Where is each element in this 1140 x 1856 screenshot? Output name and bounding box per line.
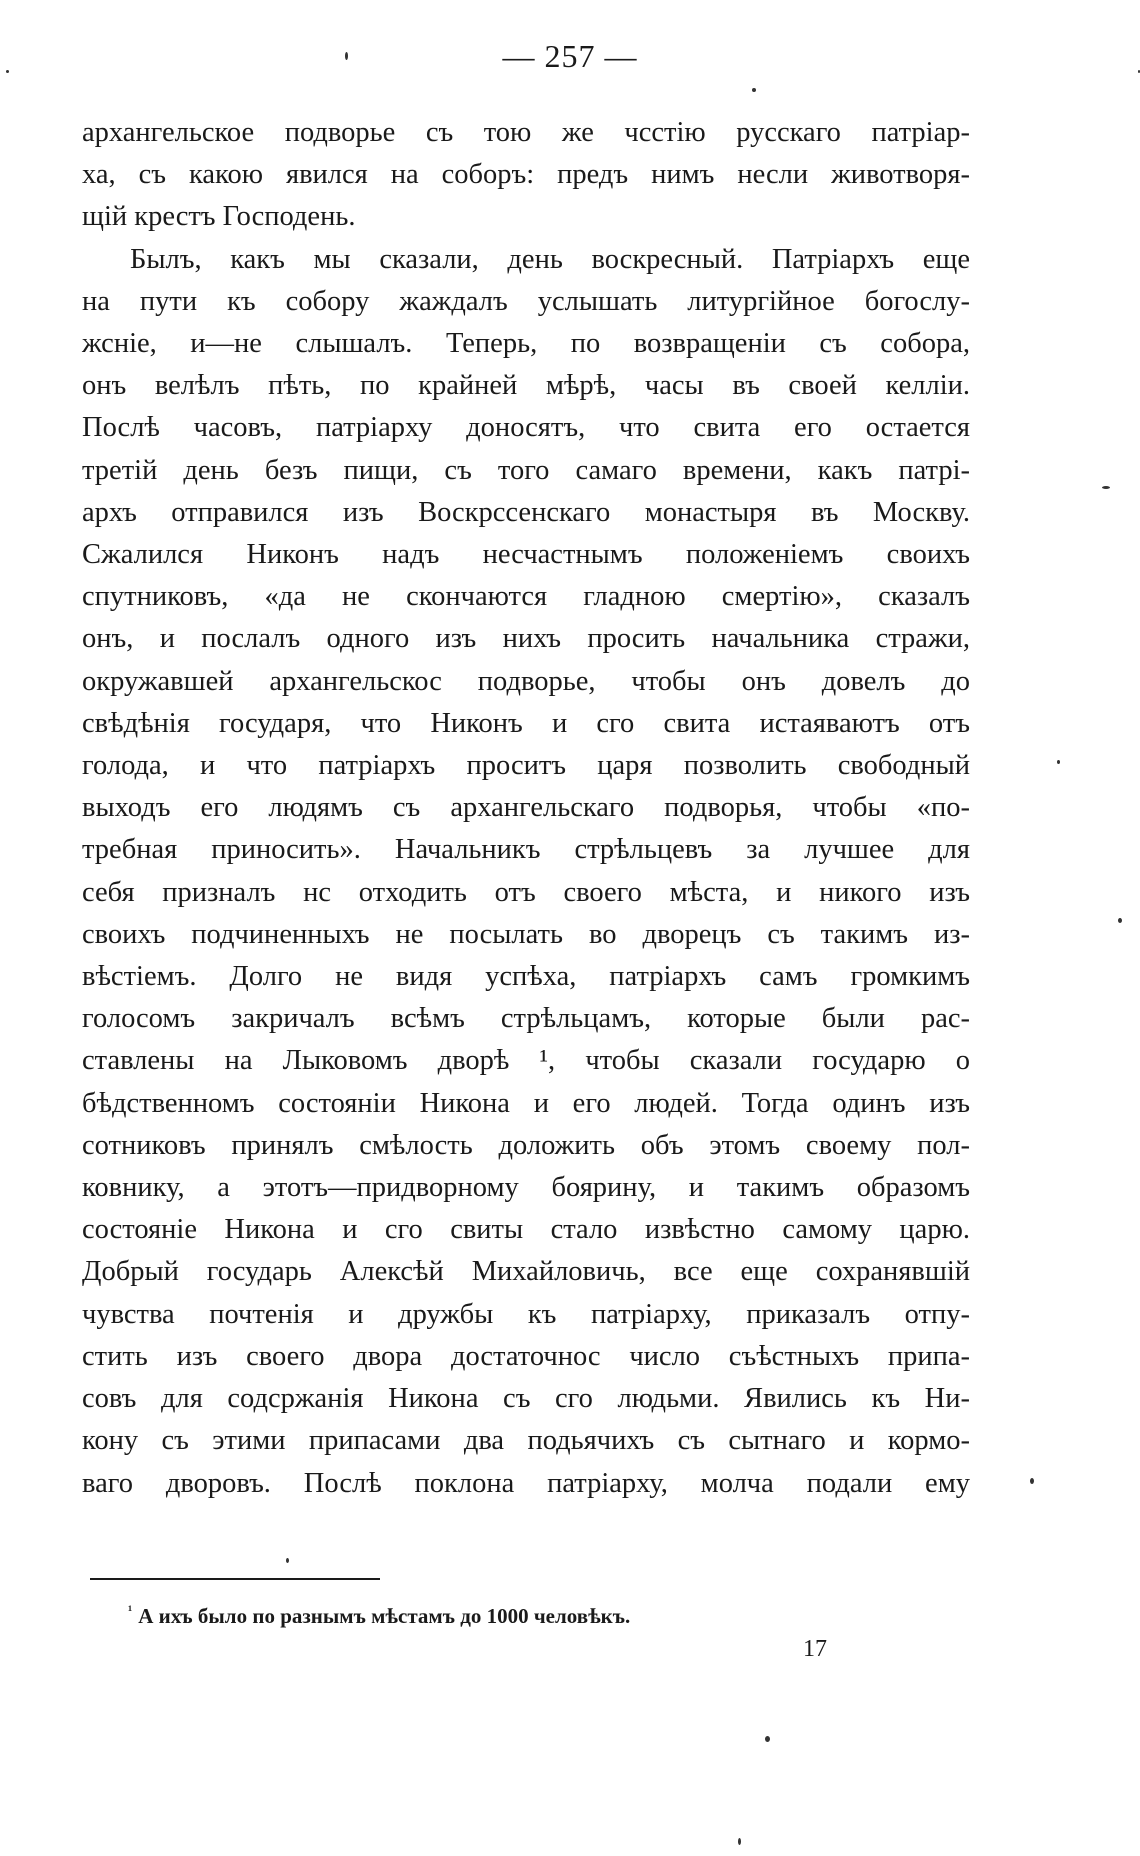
signature-mark: 17 xyxy=(803,1636,827,1662)
text-line: ставлены на Лыковомъ дворѣ ¹, чтобы сказали государю о xyxy=(82,1045,970,1077)
scan-speck xyxy=(738,1838,741,1845)
scan-speck xyxy=(1102,486,1110,489)
text-line: Добрый государь Алексѣй Михайловичь, все еще сохранявшій xyxy=(82,1256,970,1288)
text-line: архъ отправился изъ Воскрссенскаго монастыря въ Москву. xyxy=(82,496,970,528)
text-line: совъ для содсржанія Никона съ сго людьми. Явились къ Ни- xyxy=(82,1383,970,1415)
text-line: ха, съ какою явился на соборъ: предъ нимъ несли животворя- xyxy=(82,159,970,191)
scan-speck xyxy=(6,70,9,73)
text-line: вѣстіемъ. Долго не видя успѣха, патріархъ самъ громкимъ xyxy=(82,961,970,993)
scan-speck xyxy=(345,52,348,60)
text-line: чувства почтенія и дружбы къ патріарху, приказалъ отпу- xyxy=(82,1298,970,1330)
text-line: голосомъ закричалъ всѣмъ стрѣльцамъ, которые были рас- xyxy=(82,1003,970,1035)
text-line: требная приносить». Начальникъ стрѣльцевъ за лучшее для xyxy=(82,834,970,866)
text-line: своихъ подчиненныхъ не посылать во дворецъ съ такимъ из- xyxy=(82,918,970,950)
text-line: себя призналъ нс отходить отъ своего мѣста, и никого изъ xyxy=(82,876,970,908)
scan-speck xyxy=(1030,1478,1034,1484)
text-line: Сжалился Никонъ надъ несчастнымъ положеніемъ своихъ xyxy=(82,539,970,571)
text-line: свѣдѣнія государя, что Никонъ и сго свита истаяваютъ отъ xyxy=(82,707,970,739)
text-line: бѣдственномъ состояніи Никона и его людей. Тогда одинъ изъ xyxy=(82,1087,970,1119)
text-line: онъ велѣлъ пѣть, по крайней мѣрѣ, часы въ своей келліи. xyxy=(82,370,970,402)
scan-speck xyxy=(752,88,756,92)
text-line: стить изъ своего двора достаточнос число съѣстныхъ припа- xyxy=(82,1340,970,1372)
text-line: кону съ этими припасами два подьячихъ съ сытнаго и кормо- xyxy=(82,1425,970,1457)
text-line: спутниковъ, «да не скончаются гладною смертію», сказалъ xyxy=(82,581,970,613)
scan-speck xyxy=(286,1558,289,1563)
text-line: онъ, и послалъ одного изъ нихъ просить начальника стражи, xyxy=(82,623,970,655)
text-line: щій крестъ Господень. xyxy=(82,201,356,233)
text-line: жсніе, и—не слышалъ. Теперь, по возвращеніи съ собора, xyxy=(82,328,970,360)
text-line: Послѣ часовъ, патріарху доносятъ, что свита его остается xyxy=(82,412,970,444)
scan-speck xyxy=(1118,918,1122,923)
text-line: на пути къ собору жаждалъ услышать литургійное богослу- xyxy=(82,285,970,317)
text-line: архангельское подворье съ тою же чсстію русскаго патріар- xyxy=(82,117,970,148)
text-line: окружавшей архангельскос подворье, чтобы онъ довелъ до xyxy=(82,665,970,697)
footnote-text: А ихъ было по разнымъ мѣстамъ до 1000 человѣкъ. xyxy=(138,1604,631,1628)
text-line: ваго дворовъ. Послѣ поклона патріарху, молча подали ему xyxy=(82,1467,970,1499)
text-line: выходъ его людямъ съ архангельскаго подворья, чтобы «по- xyxy=(82,792,970,824)
page-number: — 257 — xyxy=(502,38,638,74)
text-line: Былъ, какъ мы сказали, день воскресный. Патріархъ еще xyxy=(130,243,970,275)
text-line: состояніе Никона и сго свиты стало извѣстно самому царю. xyxy=(82,1214,970,1246)
text-line: третій день безъ пищи, съ того самаго времени, какъ патрі- xyxy=(82,454,970,486)
footnote-divider xyxy=(90,1578,380,1580)
body-text xyxy=(82,112,970,1505)
scan-speck xyxy=(765,1736,770,1742)
footnote-mark: ¹ xyxy=(128,1604,133,1619)
footnote xyxy=(128,1604,630,1629)
text-line: голода, и что патріархъ проситъ царя позволить свободный xyxy=(82,750,970,782)
text-line: ковнику, а этотъ—придворному боярину, и такимъ образомъ xyxy=(82,1172,970,1204)
text-line: сотниковъ принялъ смѣлость доложить объ этомъ своему пол- xyxy=(82,1129,970,1161)
scan-speck xyxy=(1057,760,1060,764)
